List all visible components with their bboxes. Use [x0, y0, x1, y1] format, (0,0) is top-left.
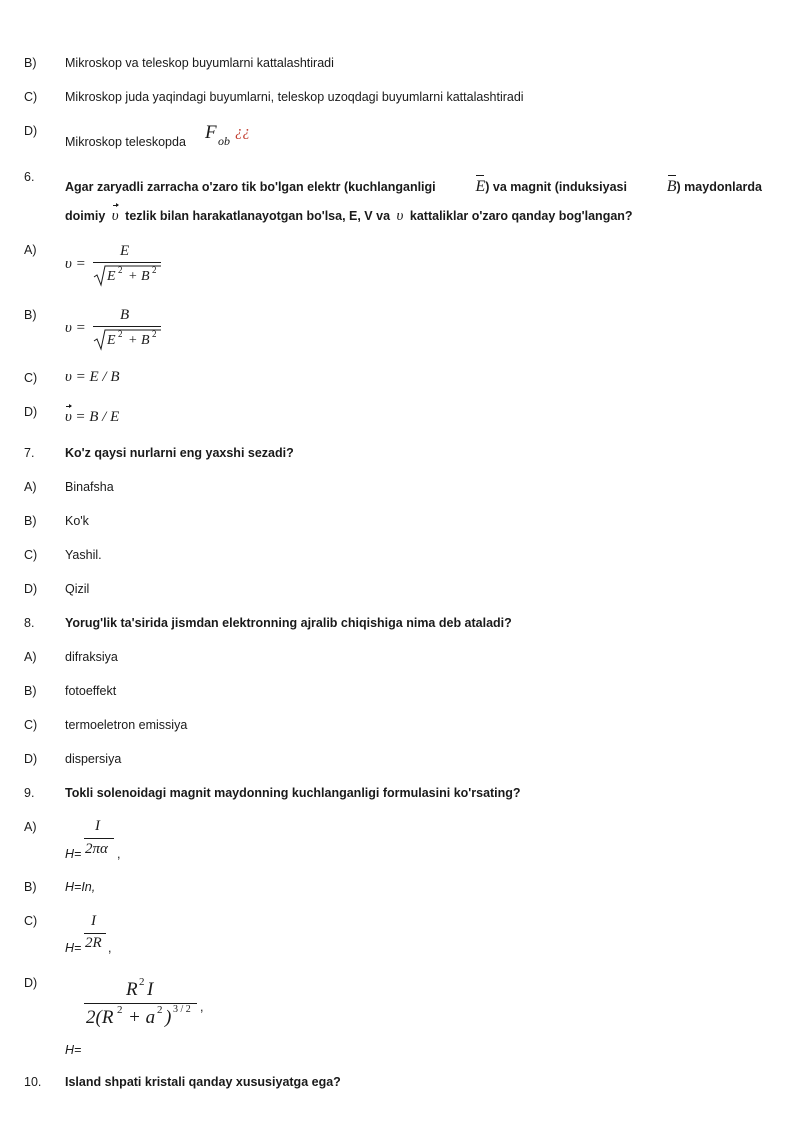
option-label: C)	[24, 914, 38, 928]
formula-f: F	[205, 122, 217, 143]
option-label: C)	[24, 718, 38, 732]
formula-sub: ob	[218, 134, 230, 148]
option-label: B)	[24, 56, 37, 70]
option-label: A)	[24, 480, 37, 494]
option-text: termoeletron emissiya	[65, 718, 188, 732]
question-number: 9.	[24, 786, 35, 800]
option-label: A)	[24, 820, 37, 834]
option-label: D)	[24, 124, 38, 138]
option-label: D)	[24, 752, 38, 766]
question-text: Ko'z qaysi nurlarni eng yaxshi sezadi?	[65, 446, 294, 460]
option-text: Mikroskop teleskopda	[65, 135, 186, 149]
option-label: A)	[24, 243, 37, 257]
option-label: D)	[24, 976, 38, 990]
option-label: B)	[24, 514, 37, 528]
option-label: A)	[24, 650, 37, 664]
symbol-v: υ	[396, 208, 404, 224]
option-label: C)	[24, 90, 38, 104]
option-text: Ko'k	[65, 514, 89, 528]
vector-e: E	[475, 178, 486, 195]
question-text: Island shpati kristali qanday xususiyatga ega?	[65, 1075, 341, 1089]
option-text: fotoeffekt	[65, 684, 117, 698]
formula-b: H=In,	[65, 880, 96, 894]
question-text-line1: Agar zaryadli zarracha o'zaro tik bo'lgan elektr (kuchlanganligi E) va magnit (induksiyasi B) maydonlarda	[65, 178, 762, 195]
option-label: B)	[24, 684, 37, 698]
vector-b: B	[666, 178, 677, 195]
question-number: 6.	[24, 170, 35, 184]
option-label: B)	[24, 880, 37, 894]
question-text: Tokli solenoidagi magnit maydonning kuchlanganligi formulasini ko'rsating?	[65, 786, 521, 800]
option-label: C)	[24, 548, 38, 562]
option-text: Qizil	[65, 582, 90, 596]
vector-v: υ	[111, 208, 119, 224]
option-text: Mikroskop va teleskop buyumlarni kattalashtiradi	[65, 56, 334, 70]
option-label: C)	[24, 371, 38, 385]
question-text-line2: doimiy υ tezlik bilan harakatlanayotgan bo'lsa, E, V va υ kattaliklar o'zaro qanday bog'langan?	[65, 208, 633, 224]
question-number: 8.	[24, 616, 35, 630]
formula-d: υ = B / E	[65, 409, 120, 425]
question-number: 7.	[24, 446, 35, 460]
vector-v: υ	[65, 409, 72, 425]
option-text: Yashil.	[65, 548, 102, 562]
option-text: dispersiya	[65, 752, 122, 766]
option-label: B)	[24, 308, 37, 322]
option-label: D)	[24, 405, 38, 419]
option-text: difraksiya	[65, 650, 118, 664]
formula-c: υ = E / B	[65, 369, 120, 385]
option-label: D)	[24, 582, 38, 596]
option-text: Mikroskop juda yaqindagi buyumlarni, teleskop uzoqdagi buyumlarni kattalashtiradi	[65, 90, 524, 104]
question-number: 10.	[24, 1075, 42, 1089]
option-text: Binafsha	[65, 480, 114, 494]
formula-tail: ¿¿	[235, 124, 250, 140]
question-text: Yorug'lik ta'sirida jismdan elektronning ajralib chiqishiga nima deb ataladi?	[65, 616, 512, 630]
